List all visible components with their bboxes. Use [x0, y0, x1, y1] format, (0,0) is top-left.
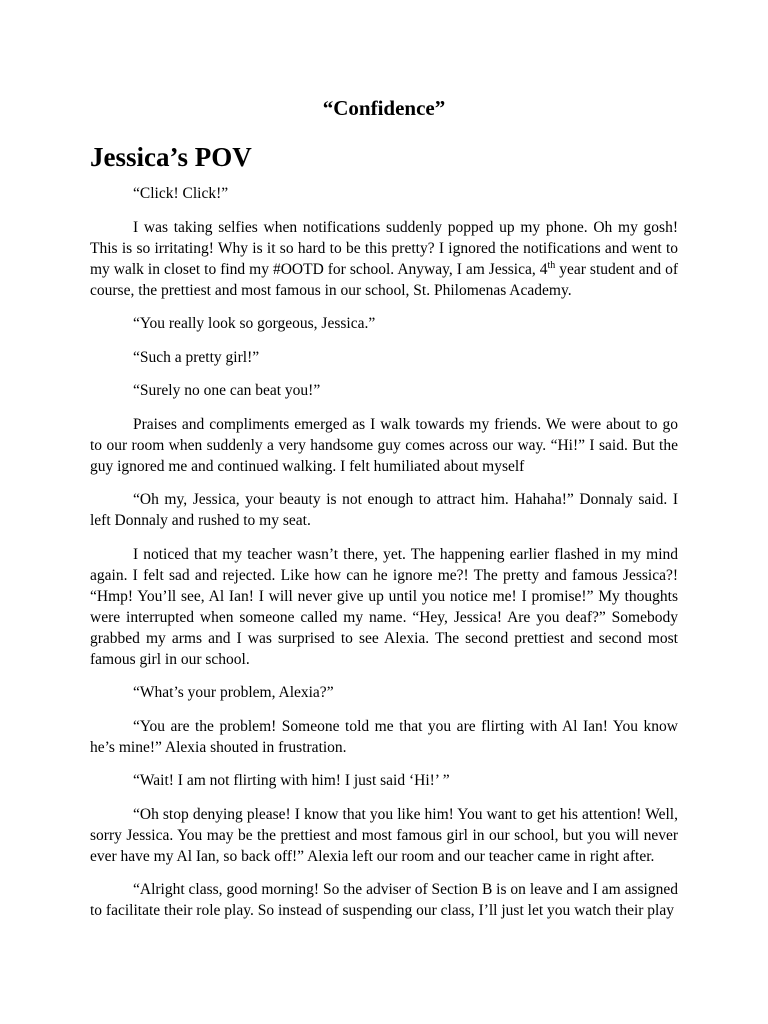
- paragraph: “Alright class, good morning! So the adviser of Section B is on leave and I am assigned to facilitate their role play. So instead of suspending our class, I’ll just let you watch their play: [90, 881, 678, 919]
- story-body: [90, 183, 678, 934]
- paragraph: “Wait! I am not flirting with him! I just said ‘Hi!’ ”: [133, 772, 450, 789]
- paragraph: [90, 217, 678, 301]
- paragraph-text: year student and of course, the prettiest and most famous in our school, St. Philomenas Academy.: [90, 260, 678, 299]
- paragraph: “What’s your problem, Alexia?”: [133, 684, 334, 701]
- paragraph: “Such a pretty girl!”: [133, 348, 260, 366]
- chapter-heading: Jessica’s POV: [90, 142, 252, 172]
- ordinal-suffix: th: [547, 259, 556, 271]
- paragraph: “You are the problem! Someone told me that you are flirting with Al Ian! You know he’s mine!” Alexia shouted in frustration.: [90, 717, 678, 756]
- story-title: “Confidence”: [322, 96, 446, 120]
- paragraph: Praises and compliments emerged as I walk towards my friends. We were about to go to our room when suddenly a very handsome guy comes across our way. “Hi!” I said. But the guy ignored me and continued walking. I felt humiliated about myself: [90, 415, 678, 475]
- paragraph: “Click! Click!”: [133, 185, 229, 202]
- paragraph-text: I was taking selfies when notifications suddenly popped up my phone. Oh my gosh! This is so irritating! Why is it so hard to be this pretty? I ignored the notifications and went to my walk in closet to find my #OOTD for school. Anyway, I am Jessica, 4: [90, 218, 678, 278]
- paragraph: “Oh my, Jessica, your beauty is not enough to attract him. Hahaha!” Donnaly said. I left Donnaly and rushed to my seat.: [90, 491, 678, 529]
- paragraph: I noticed that my teacher wasn’t there, yet. The happening earlier flashed in my mind again. I felt sad and rejected. Like how can he ignore me?! The pretty and famous Jessica?! “Hmp! You’ll see, Al Ian! I will never give up until you notice me! I promise!” My thoughts were interrupted when someone called my name. “Hey, Jessica! Are you deaf?” Somebody grabbed my arms and I was surprised to see Alexia. The second prettiest and second most famous girl in our school.: [90, 545, 678, 668]
- paragraph: “You really look so gorgeous, Jessica.”: [133, 315, 376, 332]
- paragraph: “Oh stop denying please! I know that you like him! You want to get his attention! Well, sorry Jessica. You may be the prettiest and most famous girl in our school, but you will never ever have my Al Ian, so back off!” Alexia left our room and our teacher came in right after.: [90, 805, 678, 865]
- paragraph: “Surely no one can beat you!”: [133, 382, 321, 399]
